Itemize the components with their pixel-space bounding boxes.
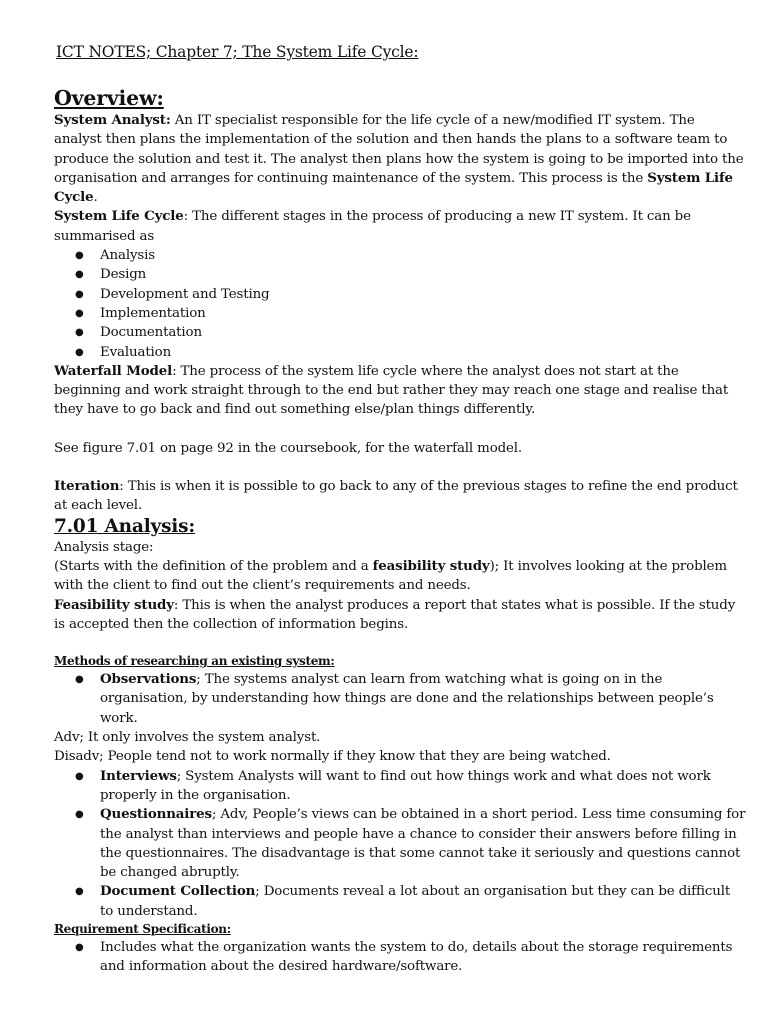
analysis-intro-text: (Starts with the definition of the problem and a bbox=[54, 558, 373, 574]
adv-line: Adv; It only involves the system analyst. bbox=[54, 730, 321, 746]
system-life-cycle-term: System Life Cycle bbox=[54, 208, 184, 225]
disadv-line: Disadv; People tend not to work normally if they know that they are being watched. bbox=[54, 749, 611, 765]
document-collection-text: ; Documents reveal a lot about an organisation but they can be difficult to understand. bbox=[100, 884, 731, 919]
spacer bbox=[54, 634, 746, 653]
iteration-term: Iteration bbox=[54, 478, 120, 495]
requirement-list bbox=[54, 938, 746, 977]
list-item bbox=[75, 882, 746, 921]
feasibility-text: : This is when the analyst produces a report that states what is possible. If the study is accepted then the collection of information begins. bbox=[54, 597, 736, 632]
page-title: ICT NOTES; Chapter 7; The System Life Cycle: bbox=[56, 43, 419, 61]
list-item: ● Documentation bbox=[75, 323, 746, 342]
iteration-paragraph bbox=[54, 477, 746, 516]
system-analyst-term: System Analyst: bbox=[54, 112, 171, 128]
life-cycle-stages-list bbox=[54, 246, 746, 362]
questionnaires-text: ; Adv, People’s views can be obtained in a short period. Less time consuming for the analyst than interviews and people have a chance to consider their answers before filling in the questionnaires. The disadvantage is that some cannot take it seriously and questions cannot be changed abruptly. bbox=[100, 807, 746, 881]
feasibility-paragraph bbox=[54, 596, 746, 635]
methods-list-2 bbox=[54, 767, 746, 921]
questionnaires-term: Questionnaires bbox=[100, 806, 212, 823]
system-life-cycle-paragraph bbox=[54, 207, 746, 246]
feasibility-term: Feasibility study bbox=[54, 596, 174, 613]
document-collection-term: Document Collection bbox=[100, 883, 256, 900]
spacer bbox=[54, 458, 746, 477]
iteration-text: : This is when it is possible to go back to any of the previous stages to refine the end product at each level. bbox=[54, 479, 738, 514]
list-item: ● Evaluation bbox=[75, 343, 746, 362]
requirement-heading: Requirement Specification: bbox=[54, 921, 231, 936]
system-analyst-text: An IT specialist responsible for the life cycle of a new/modified IT system. The analyst then plans the implementation of the solution and then hands the plans to a software team to produce the solution and test it. The analyst then plans how the system is going to be imported into the organisation and arranges for continuing maintenance of the system. This process is the bbox=[54, 113, 744, 186]
waterfall-text: : The process of the system life cycle where the analyst does not start at the beginning and work straight through to the end but rather they may reach one stage and realise that they have to go back and find out something else/plan things differently. bbox=[54, 363, 729, 418]
waterfall-term: Waterfall Model bbox=[54, 362, 173, 379]
methods-list-1 bbox=[54, 670, 746, 728]
spacer bbox=[54, 420, 746, 439]
analysis-heading: 7.01 Analysis: bbox=[54, 515, 195, 537]
methods-heading: Methods of researching an existing system: bbox=[54, 654, 335, 669]
list-item: ● Implementation bbox=[75, 304, 746, 323]
interviews-text: ; System Analysts will want to find out how things work and what does not work properly in the organisation. bbox=[100, 768, 711, 803]
document-page bbox=[54, 40, 746, 977]
system-life-cycle-bold: System Life Cycle bbox=[54, 169, 733, 206]
list-item: ● Analysis bbox=[75, 246, 746, 265]
analysis-intro-end: ); It involves looking at the problem with the client to find out the client’s requirements and needs. bbox=[54, 558, 727, 594]
list-item bbox=[75, 805, 746, 882]
system-life-cycle-text: : The different stages in the process of producing a new IT system. It can be summarised as bbox=[54, 209, 691, 244]
observations-term: Observations bbox=[100, 671, 197, 688]
analysis-intro-paragraph bbox=[54, 557, 746, 596]
waterfall-paragraph bbox=[54, 362, 746, 420]
observations-text: ; The systems analyst can learn from watching what is going on in the organisation, by understanding how things are done and the relationships between people’s work. bbox=[100, 672, 714, 726]
list-item: ● Design bbox=[75, 265, 746, 284]
overview-heading: Overview: bbox=[54, 86, 164, 110]
list-item bbox=[75, 767, 746, 806]
system-analyst-end: . bbox=[93, 190, 98, 206]
interviews-term: Interviews bbox=[100, 767, 177, 784]
list-item: ● Includes what the organization wants the system to do, details about the storage requirements and information about the desired hardware/software. bbox=[75, 938, 746, 977]
list-item bbox=[75, 670, 746, 728]
analysis-stage-label: Analysis stage: bbox=[54, 539, 154, 555]
see-figure-paragraph: See figure 7.01 on page 92 in the coursebook, for the waterfall model. bbox=[54, 440, 523, 456]
system-analyst-paragraph bbox=[54, 111, 746, 207]
feasibility-study-bold: feasibility study bbox=[372, 557, 490, 574]
list-item: ● Development and Testing bbox=[75, 285, 746, 304]
